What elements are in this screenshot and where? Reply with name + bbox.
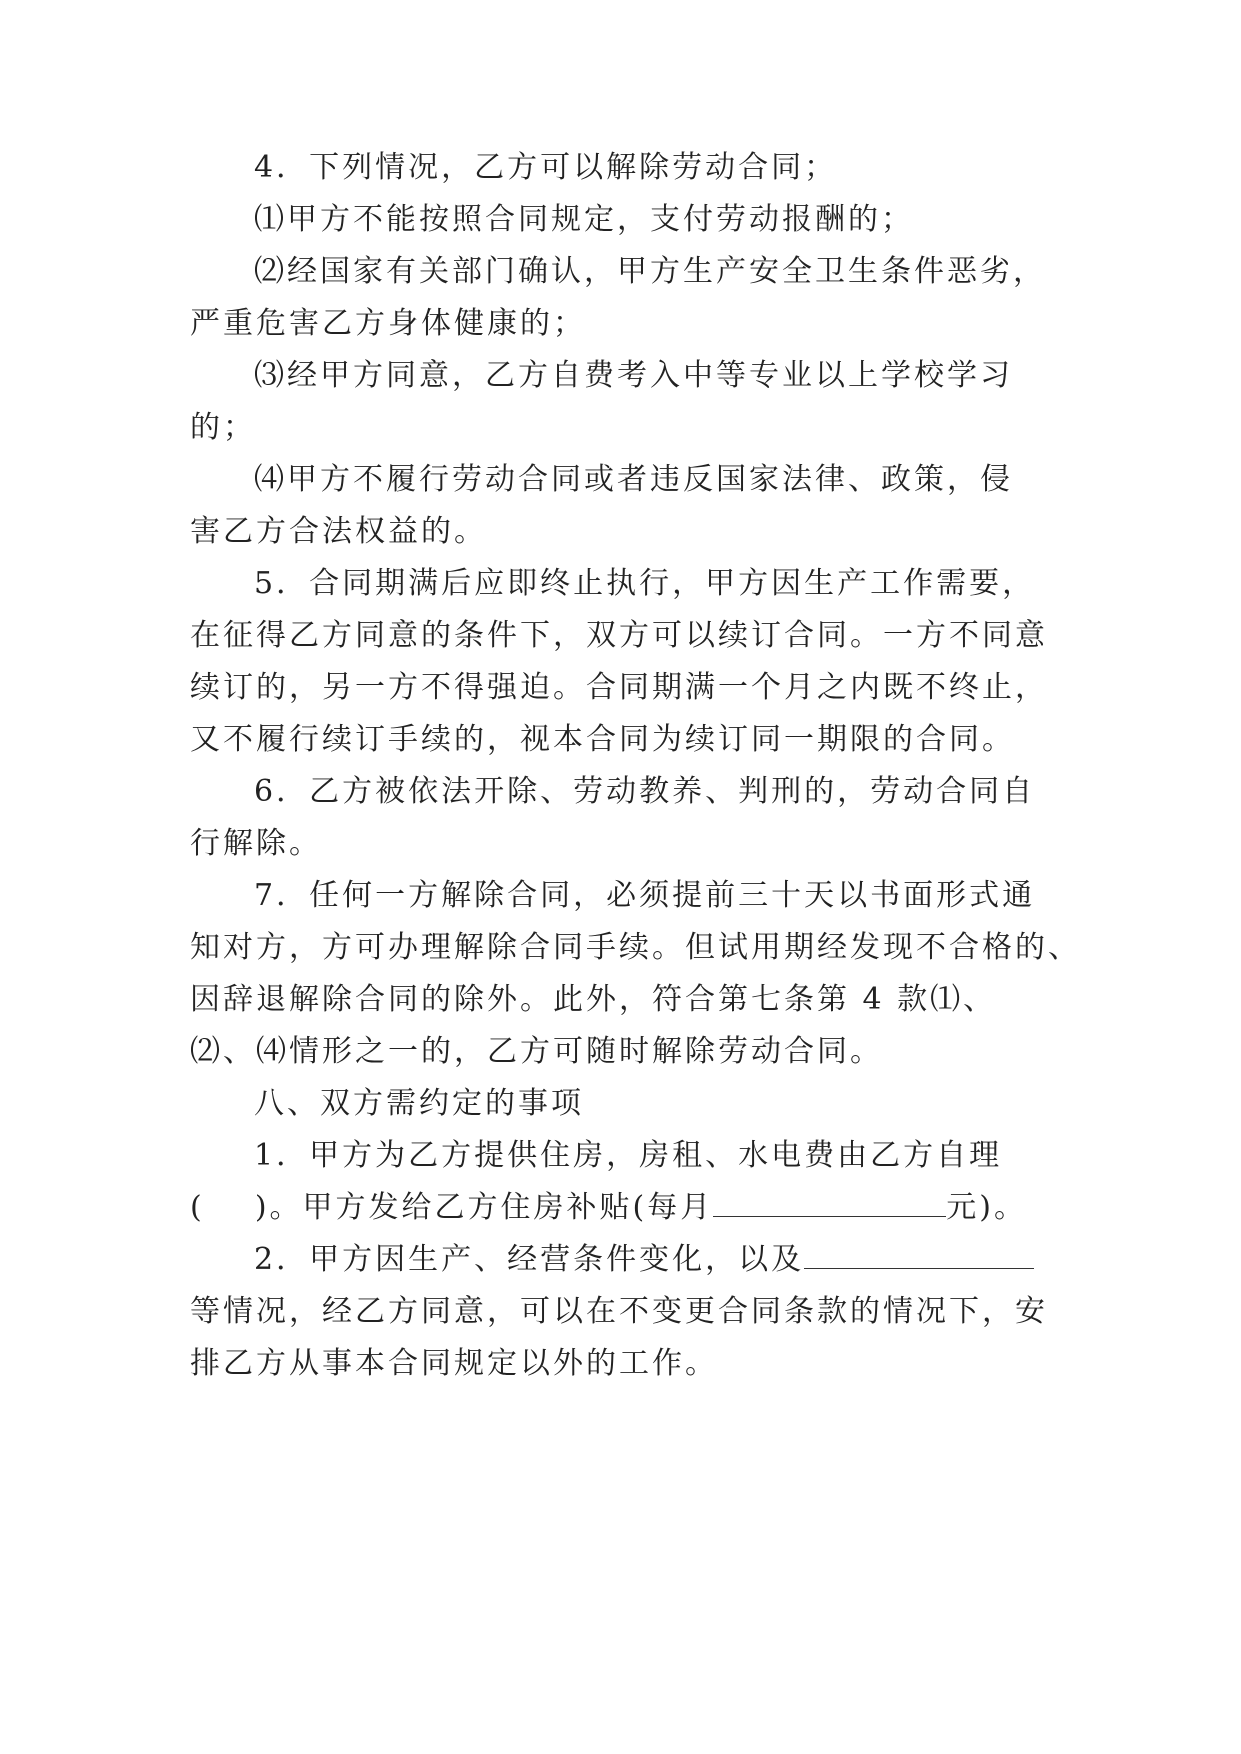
clause-7-4-item-2-line-1: ⑵经国家有关部门确认，甲方生产安全卫生条件恶劣， bbox=[254, 254, 1046, 289]
housing-text-part-1: ( )。甲方发给乙方住房补贴(每月 bbox=[190, 1190, 714, 1225]
housing-text-part-2: 元)。 bbox=[946, 1190, 1027, 1225]
clause-8-2-line-2: 等情况，经乙方同意，可以在不变更合同条款的情况下，安 bbox=[190, 1294, 1048, 1329]
clause-7-5-line-3: 续订的，另一方不得强迫。合同期满一个月之内既不终止， bbox=[190, 670, 1048, 705]
clause-7-4-heading: 4．下列情况，乙方可以解除劳动合同； bbox=[254, 150, 838, 185]
clause-7-4-item-4-line-1: ⑷甲方不履行劳动合同或者违反国家法律、政策，侵 bbox=[254, 462, 1013, 497]
clause-8-2-blank bbox=[804, 1240, 1034, 1269]
clause-7-5-line-4: 又不履行续订手续的，视本合同为续订同一期限的合同。 bbox=[190, 722, 1015, 757]
clause-7-7-line-4: ⑵、⑷情形之一的，乙方可随时解除劳动合同。 bbox=[190, 1034, 883, 1069]
section-8-heading: 八、双方需约定的事项 bbox=[254, 1086, 584, 1121]
clause-7-6-line-2: 行解除。 bbox=[190, 826, 322, 861]
clause-8-2-line-1 bbox=[254, 1240, 1050, 1280]
clause-7-5-line-1: 5．合同期满后应即终止执行，甲方因生产工作需要， bbox=[254, 566, 1036, 601]
clause-7-5-line-2: 在征得乙方同意的条件下，双方可以续订合同。一方不同意 bbox=[190, 618, 1048, 653]
clause-7-6-line-1: 6．乙方被依法开除、劳动教养、判刑的，劳动合同自 bbox=[254, 774, 1036, 809]
clause-7-4-item-2-line-2: 严重危害乙方身体健康的； bbox=[190, 306, 586, 341]
clause-7-4-item-4-line-2: 害乙方合法权益的。 bbox=[190, 514, 487, 549]
clause-7-7-line-1: 7．任何一方解除合同，必须提前三十天以书面形式通 bbox=[254, 878, 1036, 913]
clause-7-4-item-3-line-1: ⑶经甲方同意，乙方自费考入中等专业以上学校学习 bbox=[254, 358, 1013, 393]
clause-7-4-item-1: ⑴甲方不能按照合同规定，支付劳动报酬的； bbox=[254, 202, 914, 237]
clause-8-2-text: 2．甲方因生产、经营条件变化，以及 bbox=[254, 1242, 805, 1277]
clause-7-4-item-3-line-2: 的； bbox=[190, 410, 256, 445]
housing-allowance-blank bbox=[713, 1188, 946, 1217]
clause-8-1-line-1: 1．甲方为乙方提供住房，房租、水电费由乙方自理 bbox=[254, 1138, 1003, 1173]
clause-8-1-line-2 bbox=[190, 1188, 1050, 1228]
clause-7-7-line-3: 因辞退解除合同的除外。此外，符合第七条第 4 款⑴、 bbox=[190, 982, 997, 1017]
clause-8-2-line-3: 排乙方从事本合同规定以外的工作。 bbox=[190, 1346, 718, 1381]
clause-7-7-line-2: 知对方，方可办理解除合同手续。但试用期经发现不合格的、 bbox=[190, 930, 1081, 965]
